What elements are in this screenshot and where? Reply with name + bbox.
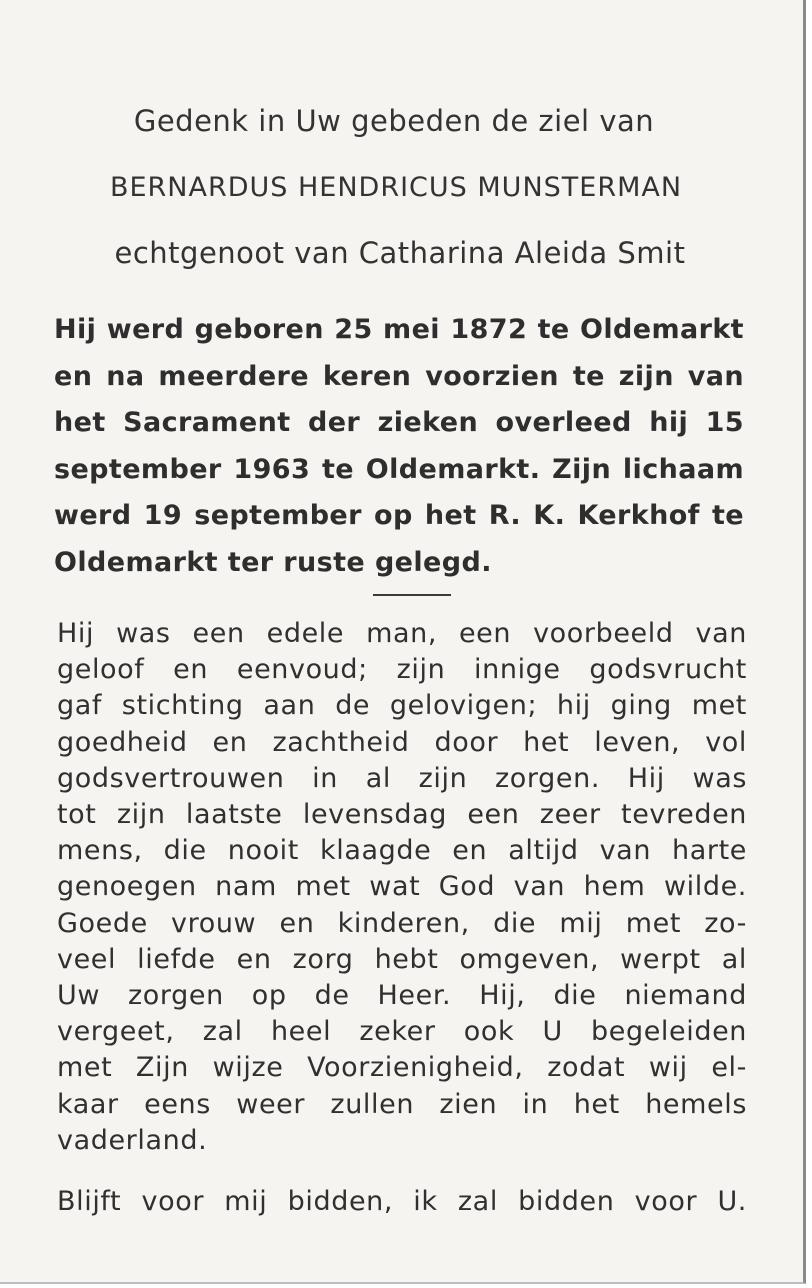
tribute-line: kaar eens weer zullen zien in het hemels [57, 1088, 747, 1120]
tribute-line: tot zijn laatste levensdag een zeer tevreden [57, 799, 747, 831]
tribute-line: Goede vrouw en kinderen, die mij met zo- [57, 907, 747, 939]
spouse-line: echtgenoot van Catharina Aleida Smit [114, 236, 686, 270]
biography-paragraph [54, 307, 744, 586]
prayer-request-heading: Gedenk in Uw gebeden de ziel van [133, 104, 655, 138]
biography-line: werd 19 september op het R. K. Kerkhof te [54, 500, 744, 531]
biography-line: Hij werd geboren 25 mei 1872 te Oldemarkt [54, 314, 744, 345]
tribute-line: veel liefde en zorg hebt omgeven, werpt al [57, 943, 747, 975]
biography-line: het Sacrament der zieken overleed hij 15 [54, 407, 744, 438]
tribute-line: vaderland. [57, 1124, 208, 1156]
deceased-name: BERNARDUS HENDRICUS MUNSTERMAN [109, 172, 683, 203]
biography-line: september 1963 te Oldemarkt. Zijn lichaam [54, 453, 744, 485]
tribute-line: godsvertrouwen in al zijn zorgen. Hij was [57, 762, 747, 794]
biography-line: en na meerdere keren voorzien te zijn van [54, 360, 744, 392]
tribute-line: goedheid en zachtheid door het leven, vol [57, 726, 747, 758]
closing-prayer: Blijft voor mij bidden, ik zal bidden voor U. [57, 1186, 747, 1217]
tribute-line: mens, die nooit klaagde en altijd van harte [57, 835, 747, 867]
tribute-paragraph [57, 616, 747, 1159]
tribute-line: met Zijn wijze Voorzienigheid, zodat wij el- [57, 1052, 747, 1084]
biography-line: Oldemarkt ter ruste gelegd. [54, 546, 492, 578]
tribute-line: geloof en eenvoud; zijn innige godsvrucht [57, 654, 747, 686]
tribute-line: gaf stichting aan de gelovigen; hij ging met [57, 690, 747, 722]
section-divider [373, 594, 451, 596]
tribute-line: Uw zorgen op de Heer. Hij, die niemand [57, 980, 747, 1012]
tribute-line: genoegen nam met wat God van hem wilde. [57, 871, 747, 903]
tribute-line: vergeet, zal heel zeker ook U begeleiden [57, 1016, 747, 1048]
tribute-line: Hij was een edele man, een voorbeeld van [57, 618, 747, 649]
